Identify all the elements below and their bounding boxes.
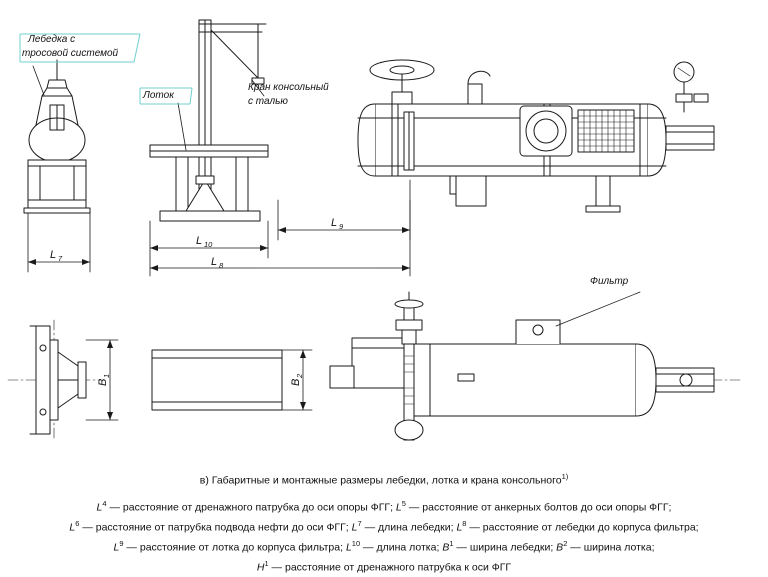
filter-label: Фильтр [590, 276, 629, 287]
figure-caption-footnote: 1) [561, 472, 569, 481]
dim-L10-sub: 10 [204, 240, 213, 249]
crane-label-line2: с талью [248, 96, 288, 107]
dim-L9-base: L [331, 217, 338, 229]
dim-L8-base: L [211, 256, 218, 268]
dim-B2-base: B [290, 378, 302, 386]
winch-assembly [24, 60, 90, 213]
dim-B2-sub: 2 [295, 373, 304, 378]
legend-line-4: $H^1$ — расстояние от дренажного патрубка к оси ФГГ [256, 558, 512, 573]
figure-legend [0, 496, 768, 576]
figure-caption-block [0, 472, 768, 576]
winch-label-line1: Лебедка с [28, 34, 76, 45]
filter-vessel-top-view [358, 60, 714, 212]
winch-label-line2: тросовой системой [22, 48, 119, 59]
figure-caption [0, 472, 768, 487]
filter-side-view [330, 292, 740, 440]
tray-end-view [152, 350, 312, 410]
dim-L7-base: L [50, 249, 57, 261]
figure-caption-text: в) Габаритные и монтажные размеры лебедки, лотка и крана консольного [199, 474, 562, 487]
crane-label-line1: Кран консольный [248, 82, 329, 93]
legend-line-1: $L^4$ — расстояние от дренажного патрубка до оси опоры ФГГ; $L^5$ — расстояние от анкерных болтов до оси опоры ФГГ; [96, 498, 672, 513]
dim-L9-sub: 9 [339, 222, 344, 231]
crane-and-tray-assembly [150, 20, 268, 221]
dim-L10-base: L [196, 235, 203, 247]
tray-label: Лоток [143, 90, 174, 101]
dim-L8-sub: 8 [219, 261, 224, 270]
legend-line-3: $L^9$ — расстояние от лотка до корпуса фильтра; $L^{10}$ — длина лотка; $B^1$ — ширина лебедки; $B^2$ — ширина лотка; [113, 538, 655, 553]
dim-B1-base: B [97, 378, 109, 386]
dim-L7-sub: 7 [58, 254, 63, 263]
legend-line-2: $L^6$ — расстояние от патрубка подвода нефти до оси ФГГ; $L^7$ — длина лебедки; $L^8$ — расстояние от лебедки до корпуса фильтра; [69, 518, 699, 533]
dim-B1-sub: 1 [102, 373, 111, 378]
